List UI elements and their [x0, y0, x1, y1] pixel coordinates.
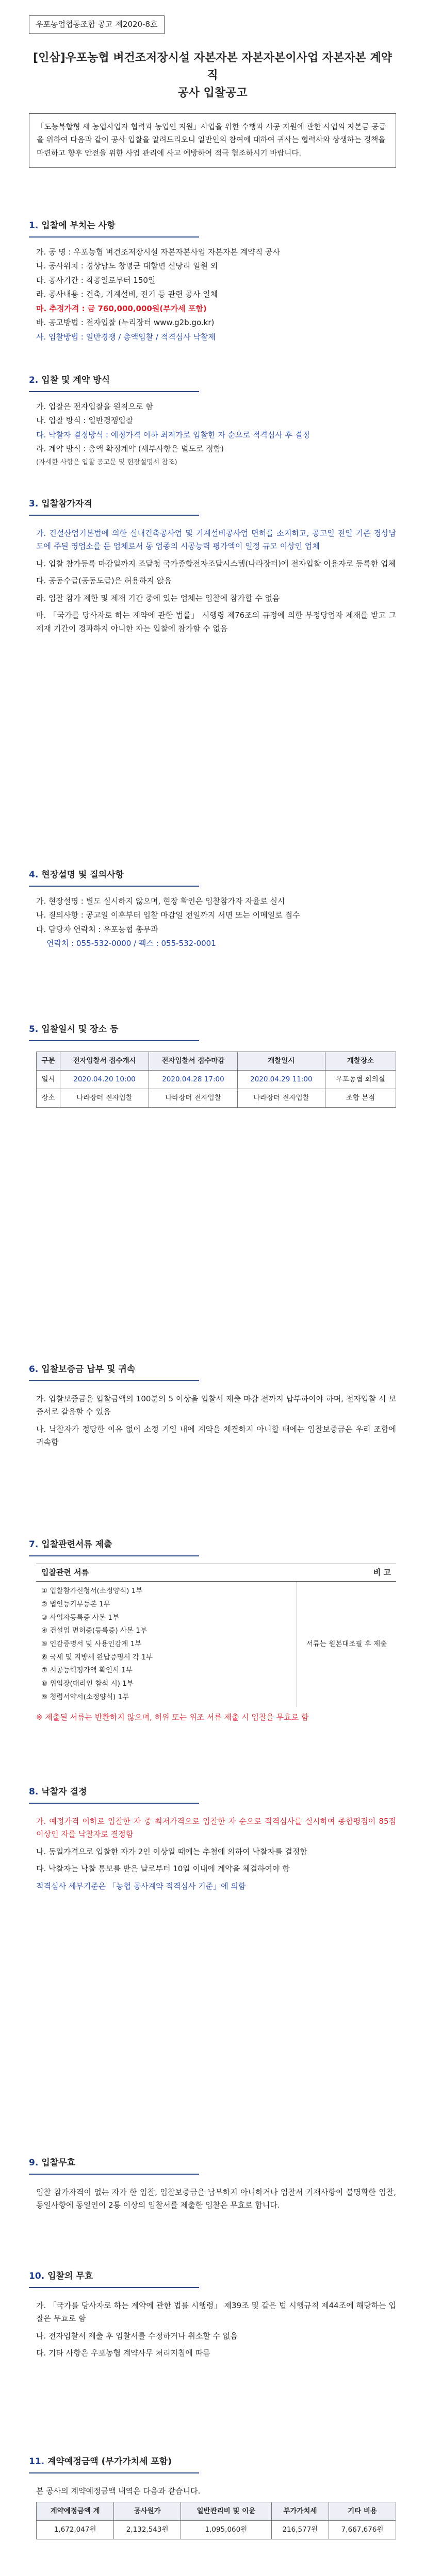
paragraph: 마. 「국가를 당사자로 하는 계약에 관한 법률」 시행령 제76조의 규정에 의한 부정당업자 제재를 받고 그 제재 기간이 경과하지 아니한 자는 입찰에 참가할 수 없음 — [36, 611, 396, 633]
table-cell: 우포농협 회의실 — [325, 1070, 396, 1089]
list-item: 가. 현장설명 : 별도 실시하지 않으며, 현장 확인은 입찰참가자 자율로 실시 — [36, 896, 285, 906]
schedule-table — [36, 1052, 396, 1108]
intro-box: 「도농복합형 새 농업사업자 협력과 농업인 지원」사업을 위한 수행과 시공 지원에 관한 사업의 자본금 공급을 위하여 다음과 같이 공사 입찰을 알려드리오니 일반인의 참여에 대하여 귀사는 협력사와 상생하는 정책을 마련하고 향후 안전을 위한 사업 관리에 사고 예방하여 적극 협조하시기 바랍니다. — [29, 113, 396, 168]
section-4 — [29, 866, 396, 952]
table-row — [37, 1089, 396, 1107]
list-item: 다. 공사기간 : 착공일로부터 150일 — [36, 275, 156, 285]
section-title: 3. 입찰참가자격 — [29, 495, 199, 516]
section-3 — [29, 495, 396, 639]
table-header: 개찰일시 — [237, 1052, 325, 1070]
paragraph: 입찰 참가자격이 없는 자가 한 입찰, 입찰보증금을 납부하지 아니하거나 입찰서 기재사항이 불명확한 입찰, 동일사항에 동일인이 2통 이상의 입찰서를 제출한 입찰은 무효로 합니다. — [36, 2187, 396, 2210]
section-10 — [29, 2267, 396, 2364]
section-7 — [29, 1535, 396, 1728]
list-item: 라. 공사내용 : 건축, 기계설비, 전기 등 관련 공사 일체 — [36, 290, 218, 299]
table-header: 전자입찰서 접수마감 — [149, 1052, 237, 1070]
cost-table-wrap — [36, 2502, 396, 2539]
list-item: 나. 입찰 방식 : 일반경쟁입찰 — [36, 416, 134, 426]
paragraph: 다. 공동수급(공동도급)은 허용하지 않음 — [36, 576, 172, 586]
section-title: 10. 입찰의 무효 — [29, 2267, 199, 2288]
table-header-row — [37, 1052, 396, 1070]
list-item: 다. 낙찰자 결정방식 : 예정가격 이하 최저가로 입찰한 자 순으로 적격심사 후 결정 — [36, 430, 310, 439]
schedule-table-wrap — [36, 1052, 396, 1108]
document-list — [36, 1582, 297, 1707]
table-header: 전자입찰서 접수개시 — [60, 1052, 149, 1070]
list-item: ① 입찰참가신청서(소정양식) 1부 — [41, 1587, 143, 1596]
document-table-body — [36, 1582, 396, 1707]
list-item: ⑧ 위임장(대리인 참석 시) 1부 — [41, 1679, 134, 1688]
list-item: ⑨ 청렴서약서(소정양식) 1부 — [41, 1692, 129, 1701]
note: (자세한 사항은 입찰 공고문 및 현장설명서 참조) — [36, 458, 177, 466]
list-item: 바. 공고방법 : 전자입찰 (누리장터 www.g2b.go.kr) — [36, 318, 215, 328]
cost-table — [36, 2502, 396, 2539]
page-title: [인삼]우포농협 벼건조저장시설 자본자본 자본자본이사업 자본자본 계약직 공사 입찰공고 — [33, 52, 392, 100]
table-cell: 장소 — [37, 1089, 60, 1107]
document-note: 서류는 원본대조필 후 제출 — [297, 1582, 396, 1707]
table-cell: 216,577원 — [271, 2521, 329, 2539]
paragraph: 라. 입찰 참가 제한 및 제재 기간 중에 있는 업체는 입찰에 참가할 수 없음 — [36, 593, 280, 603]
section-title: 4. 현장설명 및 질의사항 — [29, 866, 199, 887]
list-item: 나. 질의사항 : 공고일 이후부터 입찰 마감일 전일까지 서면 또는 이메일로 접수 — [36, 910, 300, 920]
section-title: 9. 입찰무효 — [29, 2154, 199, 2175]
section-title: 5. 입찰일시 및 장소 등 — [29, 1020, 199, 1041]
section-title: 1. 입찰에 부치는 사항 — [29, 216, 199, 238]
paragraph: 나. 전자입찰서 제출 후 입찰서를 수정하거나 취소할 수 없음 — [36, 2331, 238, 2341]
warning-note: ※ 제출된 서류는 반환하지 않으며, 허위 또는 위조 서류 제출 시 입찰을 무효로 함 — [36, 1713, 309, 1722]
contact-info: 연락처 : 055-532-0000 / 팩스 : 055-532-0001 — [46, 939, 216, 948]
paragraph: 가. 입찰보증금은 입찰금액의 100분의 5 이상을 입찰서 제출 마감 전까지 납부하여야 하며, 전자입찰 시 보증서로 갈음할 수 있음 — [36, 1394, 396, 1417]
document-table — [36, 1564, 396, 1707]
section-title: 11. 계약예정금액 (부가가치세 포함) — [29, 2452, 199, 2473]
list-item: ⑤ 인감증명서 및 사용인감계 1부 — [41, 1639, 142, 1648]
paragraph: 가. 「국가를 당사자로 하는 계약에 관한 법률 시행령」 제39조 및 같은 법 시행규칙 제44조에 해당하는 입찰은 무효로 함 — [36, 2300, 396, 2324]
section-9 — [29, 2154, 396, 2216]
table-header: 구분 — [37, 1052, 60, 1070]
table-row — [37, 1070, 396, 1089]
document-table-header: 입찰관련 서류 비 고 — [36, 1564, 396, 1582]
table-header: 개찰장소 — [325, 1052, 396, 1070]
notice-number: 우포농업협동조합 공고 제2020-8호 — [29, 15, 165, 34]
table-cell: 1,672,047원 — [37, 2521, 114, 2539]
section-11 — [29, 2452, 396, 2543]
table-cell: 2,132,543원 — [114, 2521, 181, 2539]
paragraph: 본 공사의 계약예정금액 내역은 다음과 같습니다. — [36, 2486, 201, 2496]
paragraph: 다. 낙찰자는 낙찰 통보를 받은 날로부터 10일 이내에 계약을 체결하여야 함 — [36, 1864, 290, 1874]
table-cell: 1,095,060원 — [181, 2521, 272, 2539]
table-cell: 2020.04.28 17:00 — [149, 1070, 237, 1089]
list-item: ② 법인등기부등본 1부 — [41, 1600, 110, 1609]
note: 적격심사 세부기준은 「농협 공사계약 적격심사 기준」에 의함 — [36, 1881, 246, 1891]
paragraph: 다. 기타 사항은 우포농협 계약사무 처리지침에 따름 — [36, 2348, 210, 2358]
table-cell: 2020.04.29 11:00 — [237, 1070, 325, 1089]
table-header: 계약예정금액 계 — [37, 2502, 114, 2521]
list-item: 나. 공사위치 : 경상남도 창녕군 대합면 신당리 일원 외 — [36, 261, 218, 271]
list-item: 다. 담당자 연락처 : 우포농협 총무과 — [36, 924, 158, 934]
section-title: 6. 입찰보증금 납부 및 귀속 — [29, 1360, 199, 1381]
list-item: ③ 사업자등록증 사본 1부 — [41, 1613, 119, 1622]
list-item: 가. 공 명 : 우포농협 벼건조저장시설 자본자본사업 자본자본 계약직 공사 — [36, 247, 280, 257]
table-cell: 7,667,676원 — [329, 2521, 396, 2539]
table-header: 공사원가 — [114, 2502, 181, 2521]
list-item: 마. 추정가격 : 금 760,000,000원(부가세 포함) — [36, 303, 207, 313]
table-cell: 조합 본점 — [325, 1089, 396, 1107]
table-cell: 2020.04.20 10:00 — [60, 1070, 149, 1089]
section-title: 8. 낙찰자 결정 — [29, 1783, 199, 1804]
section-title: 2. 입찰 및 계약 방식 — [29, 371, 199, 392]
paragraph: 나. 입찰 참가등록 마감일까지 조달청 국가종합전자조달시스템(나라장터)에 전자입찰 이용자로 등록한 업체 — [36, 558, 396, 568]
table-cell: 나라장터 전자입찰 — [60, 1089, 149, 1107]
list-item: ④ 건설업 면허증(등록증) 사본 1부 — [41, 1626, 147, 1635]
list-item: 라. 계약 방식 : 총액 확정계약 (세부사항은 별도로 정함) — [36, 444, 224, 454]
paragraph: 가. 건설산업기본법에 의한 실내건축공사업 및 기계설비공사업 면허를 소지하고, 공고일 전일 기준 경상남도에 주된 영업소를 둔 업체로서 동 업종의 시공능력 평가액이 일정 규모 이상인 업체 — [36, 528, 396, 551]
table-cell: 일시 — [37, 1070, 60, 1089]
table-cell: 나라장터 전자입찰 — [149, 1089, 237, 1107]
list-item: ⑦ 시공능력평가액 확인서 1부 — [41, 1666, 133, 1675]
section-5 — [29, 1020, 396, 1111]
table-cell: 나라장터 전자입찰 — [237, 1089, 325, 1107]
table-header: 일반관리비 및 이윤 — [181, 2502, 272, 2521]
table-header: 부가가치세 — [271, 2502, 329, 2521]
paragraph: 나. 동일가격으로 입찰한 자가 2인 이상일 때에는 추첨에 의하여 낙찰자를 결정함 — [36, 1846, 307, 1856]
section-6 — [29, 1360, 396, 1453]
section-1 — [29, 216, 396, 345]
list-item: 사. 입찰방법 : 일반경쟁 / 총액입찰 / 적격심사 낙찰제 — [36, 332, 216, 342]
paragraph: 가. 예정가격 이하로 입찰한 자 중 최저가격으로 입찰한 자 순으로 적격심사를 실시하여 종합평점이 85점 이상인 자를 낙찰자로 결정함 — [36, 1816, 396, 1839]
section-2 — [29, 371, 396, 468]
list-item: ⑥ 국세 및 지방세 완납증명서 각 1부 — [41, 1653, 153, 1662]
table-row — [37, 2521, 396, 2539]
paragraph: 나. 낙찰자가 정당한 이유 없이 소정 기일 내에 계약을 체결하지 아니할 때에는 입찰보증금은 우리 조합에 귀속함 — [36, 1424, 396, 1447]
list-item: 가. 입찰은 전자입찰을 원칙으로 함 — [36, 401, 153, 411]
table-header-row — [37, 2502, 396, 2521]
section-title: 7. 입찰관련서류 제출 — [29, 1535, 199, 1556]
section-8 — [29, 1783, 396, 1897]
table-header: 기타 비용 — [329, 2502, 396, 2521]
